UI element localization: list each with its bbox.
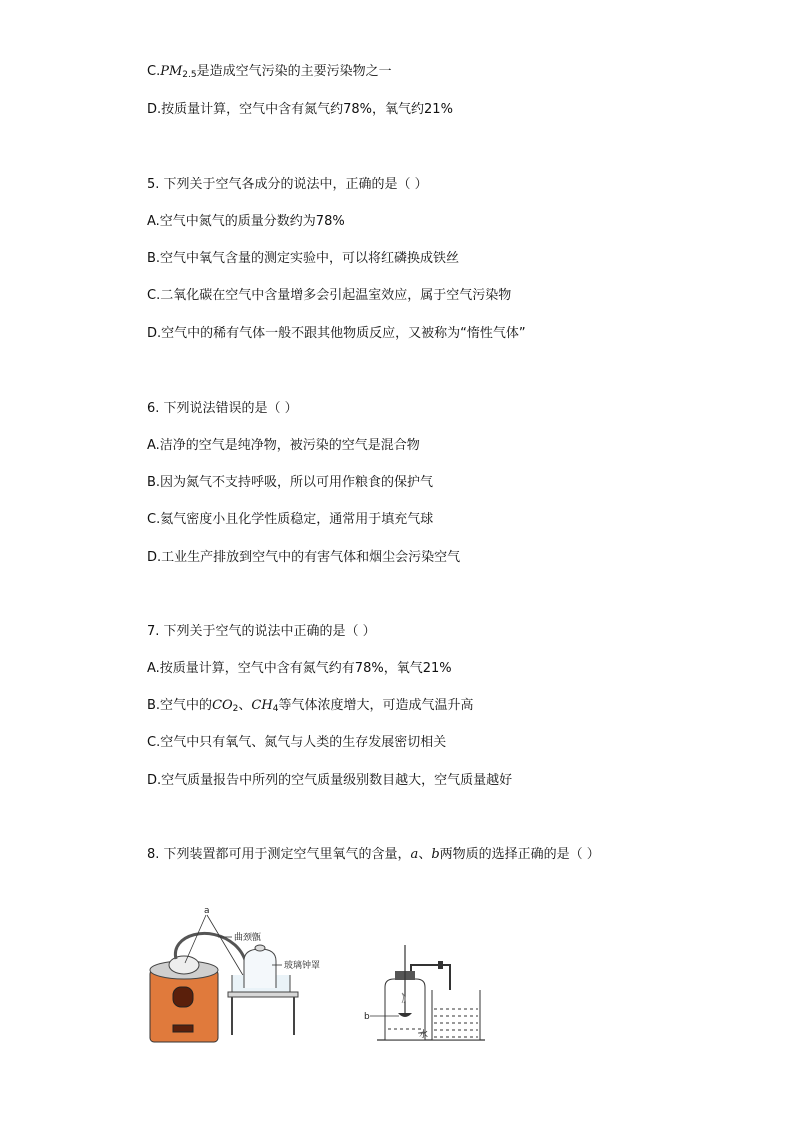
label-bell-jar: 玻璃钟罩	[284, 961, 321, 971]
bell-jar	[244, 949, 276, 988]
tube-clamp	[438, 961, 443, 969]
label-b: b	[364, 1012, 370, 1022]
phosphorus-apparatus	[364, 945, 485, 1040]
q7-option-d: D.空气质量报告中所列的空气质量级别数目越大，空气质量越好	[147, 773, 513, 788]
furnace-window	[173, 987, 193, 1007]
label-a: a	[204, 906, 210, 916]
q8-stem: 8. 下列装置都可用于测定空气里氧气的含量，a、b两物质的选择正确的是（ ）	[147, 847, 600, 862]
retort-flask	[169, 956, 199, 974]
apparatus-diagram	[140, 895, 500, 1055]
label-a-leader-1	[185, 915, 206, 963]
beaker	[432, 990, 480, 1040]
q7-stem: 7. 下列关于空气的说法中正确的是（ ）	[147, 624, 376, 639]
q5-option-c: C.二氧化碳在空气中含量增多会引起温室效应，属于空气污染物	[147, 288, 512, 303]
label-retort: 曲颈甑	[234, 933, 262, 943]
q6-option-a: A.洁净的空气是纯净物，被污染的空气是混合物	[147, 438, 420, 453]
q6-option-c: C.氦气密度小且化学性质稳定，通常用于填充气球	[147, 512, 434, 527]
q7-option-c: C.空气中只有氧气、氮气与人类的生存发展密切相关	[147, 735, 447, 750]
q4-option-d: D.按质量计算，空气中含有氮气约78%，氧气约21%	[147, 102, 453, 117]
q6-option-d: D.工业生产排放到空气中的有害气体和烟尘会污染空气	[147, 550, 461, 565]
furnace-vent	[173, 1025, 193, 1032]
stand-top	[228, 992, 298, 997]
q6-stem: 6. 下列说法错误的是（ ）	[147, 401, 298, 416]
q5-stem: 5. 下列关于空气各成分的说法中，正确的是（ ）	[147, 177, 428, 192]
q7-option-a: A.按质量计算，空气中含有氮气约有78%，氧气21%	[147, 661, 452, 676]
q5-option-b: B.空气中氧气含量的测定实验中，可以将红磷换成铁丝	[147, 251, 460, 266]
bell-jar-knob	[255, 945, 265, 951]
q4-option-c: $C.PM_{2.5}$是造成空气污染的主要污染物之一	[147, 64, 392, 80]
q5-option-d: D.空气中的稀有气体一般不跟其他物质反应，又被称为“惰性气体”	[147, 326, 526, 341]
lavoisier-apparatus	[150, 906, 320, 1042]
q7-option-b: B.空气中的$CO_2$、$CH_4$等气体浓度增大，可造成气温升高	[147, 698, 474, 714]
q6-option-b: B.因为氮气不支持呼吸，所以可用作粮食的保护气	[147, 475, 434, 490]
apparatus-figure	[140, 895, 500, 1055]
q5-option-a: A.空气中氮气的质量分数约为78%	[147, 214, 345, 229]
label-water: 水	[419, 1030, 429, 1040]
